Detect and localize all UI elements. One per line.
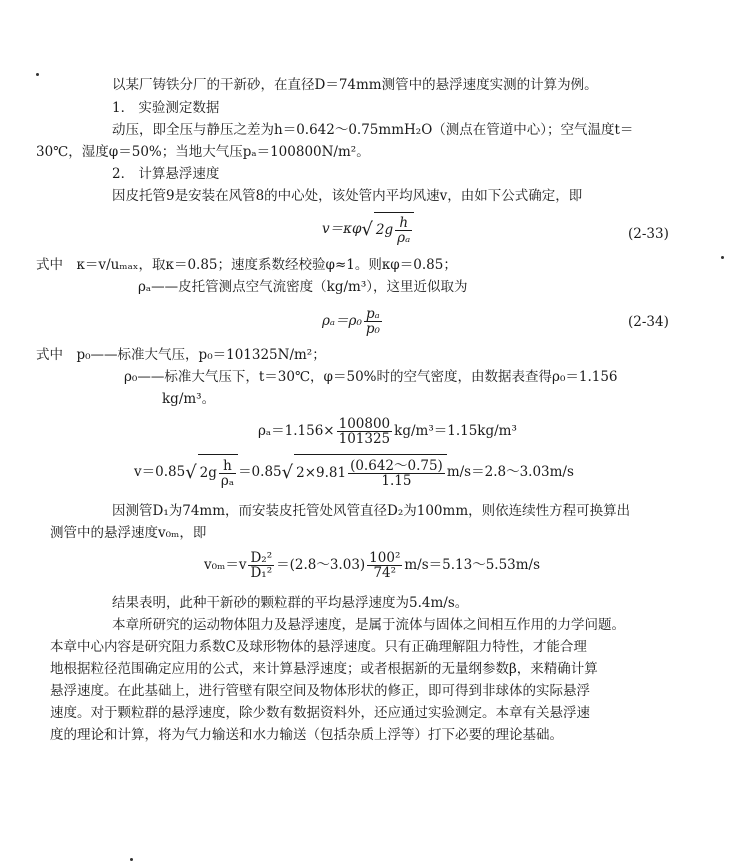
section-heading-2: 2． 计算悬浮速度 — [112, 166, 220, 182]
paragraph-data-line-2: 30℃，湿度φ＝50%；当地大气压pₐ＝100800N/m²。 — [36, 144, 370, 160]
eq5-numerator-2: 100² — [369, 550, 401, 566]
eq3-denominator: 101325 — [338, 431, 391, 447]
paragraph-data-line-1: 动压，即全压与静压之差为h＝0.642～0.75mmH₂O（测点在管道中心）；空气温度t＝ — [112, 122, 634, 138]
eq3-lhs: ρₐ＝1.156× — [258, 423, 335, 439]
where-line-3: 式中 p₀——标准大气压，p₀＝101325N/m²； — [36, 347, 326, 363]
eq4-sqrt-pre-2: 2×9.81 — [296, 465, 347, 481]
where-line-5: kg/m³。 — [162, 391, 216, 407]
radical-sign: √ — [361, 218, 373, 240]
summary-line-6: 度的理论和计算，将为气力输送和水力输送（包括杂质上浮等）打下必要的理论基础。 — [50, 727, 563, 743]
equation-2-34 — [322, 304, 384, 338]
equation-density — [258, 414, 517, 448]
eq5-denominator-2: 74² — [373, 565, 397, 581]
paragraph-continuity-line-1: 因测管D₁为74mm，而安装皮托管处风管直径D₂为100mm，则依连续性方程可换算出 — [112, 503, 631, 519]
where-line-1: 式中 κ＝v/uₘₐₓ，取κ＝0.85；速度系数经校验φ≈1。则κφ＝0.85； — [36, 257, 457, 273]
eq5-mid: ＝(2.8～3.03) — [276, 557, 366, 573]
eq4-numerator-2: (0.642～0.75) — [350, 458, 443, 474]
eq3-rhs: kg/m³＝1.15kg/m³ — [394, 423, 517, 439]
eq2-lhs: ρₐ＝ρ₀ — [322, 313, 362, 329]
eq1-radicand — [374, 212, 414, 247]
equation-velocity — [134, 454, 574, 491]
eq1-denominator: ρₐ — [397, 230, 411, 246]
eq4-rhs: m/s＝2.8～3.03m/s — [446, 464, 574, 480]
where-line-2: ρₐ——皮托管测点空气流密度（kg/m³），这里近似取为 — [138, 279, 468, 295]
eq1-sqrt-pre: 2g — [375, 222, 394, 238]
section-heading-1: 1． 实验测定数据 — [112, 100, 220, 116]
eq5-lhs: v₀ₘ＝v — [204, 557, 247, 573]
summary-line-4: 悬浮速度。在此基础上，进行管壁有限空间及物体形状的修正，即可得到非球体的实际悬浮 — [50, 683, 590, 699]
eq4-denominator-2: 1.15 — [381, 473, 412, 489]
summary-line-2: 本章中心内容是研究阻力系数C及球形物体的悬浮速度。只有正确理解阻力特性，才能合理 — [50, 639, 587, 655]
equation-2-33 — [322, 212, 414, 247]
eq5-numerator-1: D₂² — [250, 550, 273, 566]
summary-line-3: 地根据粒径范围确定应用的公式，来计算悬浮速度；或者根据新的无量纲参数β，来精确计算 — [50, 661, 598, 677]
summary-line-5: 速度。对于颗粒群的悬浮速度，除少数有数据资料外，还应通过实验测定。本章有关悬浮速 — [50, 705, 590, 721]
equation-number-2-34: (2-34) — [628, 314, 669, 330]
paragraph-pitot: 因皮托管9是安装在风管8的中心处，该处管内平均风速v，由如下公式确定，即 — [112, 188, 583, 204]
eq5-rhs: m/s＝5.13～5.53m/s — [404, 557, 541, 573]
radical-sign: √ — [281, 461, 294, 483]
eq4-mid: ＝0.85 — [238, 464, 282, 480]
where-line-4: ρ₀——标准大气压下，t＝30℃，φ＝50%时的空气密度，由数据表查得ρ₀＝1.156 — [124, 369, 618, 385]
eq1-lhs: v＝κφ — [322, 221, 362, 237]
paragraph-continuity-line-2: 测管中的悬浮速度v₀ₘ，即 — [50, 525, 207, 541]
eq1-numerator: h — [395, 216, 412, 231]
scan-speck — [36, 73, 39, 76]
eq2-denominator: p₀ — [365, 321, 380, 337]
eq4-radicand-2 — [294, 454, 447, 491]
eq2-numerator: pₐ — [364, 307, 382, 322]
equation-suspension-velocity — [204, 548, 540, 582]
eq5-denominator-1: D₁² — [250, 565, 273, 581]
eq4-lhs: v＝0.85 — [134, 464, 186, 480]
scan-speck — [130, 858, 133, 861]
eq3-numerator: 100800 — [338, 416, 391, 432]
eq4-radicand-1 — [198, 454, 238, 491]
summary-line-1: 本章所研究的运动物体阻力及悬浮速度，是属于流体与固体之间相互作用的力学问题。 — [112, 617, 625, 633]
paragraph-intro: 以某厂铸铁分厂的干新砂，在直径D＝74mm测管中的悬浮速度实测的计算为例。 — [112, 77, 598, 93]
eq4-denominator-1: ρₐ — [220, 473, 235, 489]
scan-speck — [721, 256, 724, 259]
eq4-sqrt-pre: 2g — [199, 465, 217, 481]
eq4-numerator-1: h — [219, 459, 236, 474]
paragraph-result: 结果表明，此种干新砂的颗粒群的平均悬浮速度为5.4m/s。 — [112, 595, 469, 611]
radical-sign: √ — [185, 461, 197, 483]
equation-number-2-33: (2-33) — [628, 226, 669, 242]
